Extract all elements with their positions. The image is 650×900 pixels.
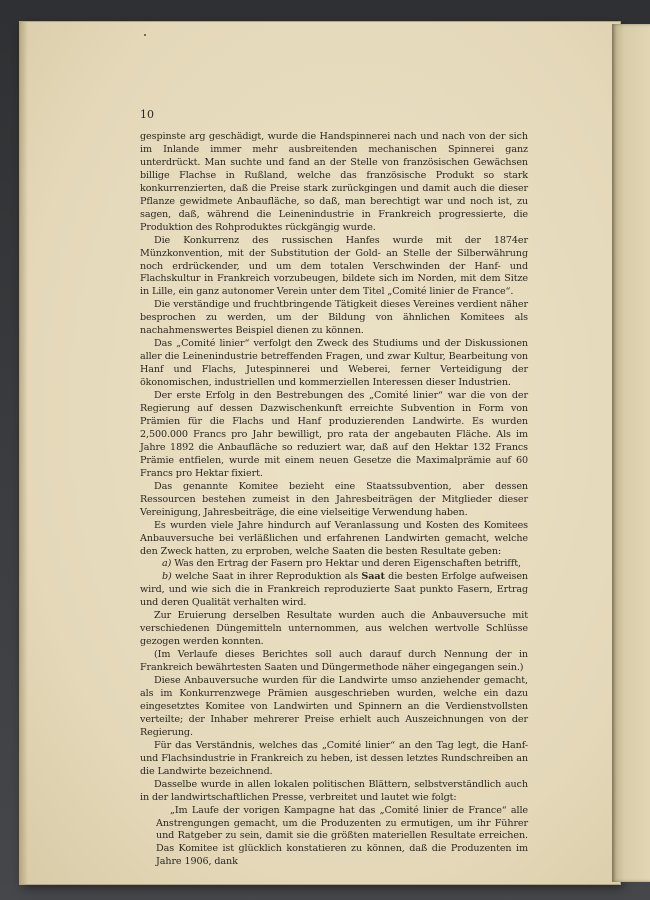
paragraph: Es wurden viele Jahre hindurch auf Veranlassung und Kosten des Komitees Anbauversuche bei verläßlichen und erfahrenen Landwirten gemacht, welche den Zweck hatten, zu erproben, welche Saaten die besten Resultate geben:: [140, 519, 528, 557]
page-gutter-shadow: [20, 22, 28, 884]
paper-speck: [144, 34, 146, 36]
paragraph: Die verständige und fruchtbringende Tätigkeit dieses Vereines verdient näher besprochen zu werden, um der Bildung von ähnlichen Komitees als nachahmenswertes Beispiel dienen zu können.: [140, 299, 528, 337]
paragraph: Das „Comité linier“ verfolgt den Zweck des Studiums und der Diskussionen aller die Leinenindustrie betreffenden Fragen, und zwar Kultur, Bearbeitung von Hanf und Flachs, Jutespinnerei und Weberei, ferner Verteidigung der ökonomischen, industriellen und kommerziellen Interessen dieser Industrien.: [140, 338, 528, 389]
list-item-b: [140, 571, 528, 610]
list-item-text: die besten Erfolge aufweisen wird, und wie sich die in Frankreich reproduzierte Saat punkto Fasern, Ertrag und deren Qualität verhalten wird.: [140, 571, 529, 609]
paragraph: Zur Eruierung derselben Resultate wurden auch die Anbauversuche mit verschiedenen Düngemitteln unternommen, aus welchen wertvolle Schlüsse gezogen werden konnten.: [140, 610, 528, 648]
emphasized-word: Saat: [361, 571, 385, 583]
paragraph: Das genannte Komitee bezieht eine Staatssubvention, aber dessen Ressourcen bestehen zumeist in den Jahresbeiträgen der Mitglieder dieser Vereinigung, Jahresbeiträge, die eine vielseitige Verwendung haben.: [140, 480, 528, 518]
quoted-circular: „Im Laufe der vorigen Kampagne hat das „Comité linier de France“ alle Anstrengungen gemacht, um die Produzenten zu ermutigen, um ihr Führer und Ratgeber zu sein, damit sie die größten materiellen Resultate erreichen. Das Komitee ist glücklich konstatieren zu können, daß die Produzenten im Jahre 1906, dank: [156, 804, 528, 868]
paragraph: Diese Anbauversuche wurden für die Landwirte umso anziehender gemacht, als im Konkurrenzwege Prämien ausgeschrieben wurden, welche ein dazu eingesetztes Komitee von Landwirten und Spinnern an die Verdienstvollsten verteilte; der Inhaber mehrerer Preise erhielt auch Auszeichnungen von der Regierung.: [140, 675, 528, 738]
paragraph: gespinste arg geschädigt, wurde die Handspinnerei nach und nach von der sich im Inlande immer mehr ausbreitenden mechanischen Spinnerei ganz unterdrückt. Man suchte und fand an der Stelle von französischen Gewächsen billige Flachse in Rußland, welche das französische Produkt so stark konkurrenzierten, daß die Preise stark zurückgingen und damit auch die dieser Pflanze gewidmete Anbaufläche, so daß, man berechtigt war und noch ist, zu sagen, daß, während die Leinenindustrie in Frankreich progressierte, die Produktion des Rohproduktes rückgängig wurde.: [140, 131, 528, 233]
paragraph: Dasselbe wurde in allen lokalen politischen Blättern, selbstverständlich auch in der landwirtschaftlichen Presse, verbreitet und lautet wie folgt:: [140, 778, 528, 803]
list-marker: a): [162, 558, 172, 570]
paragraph: Die Konkurrenz des russischen Hanfes wurde mit der 1874er Münzkonvention, mit der Substitution der Gold- an Stelle der Silberwährung noch erdrückender, und um dem totalen Verschwinden der Hanf- und Flachskultur in Frankreich vorzubeugen, bildete sich im Norden, mit dem Sitze in Lille, ein ganz autonomer Verein unter dem Titel „Comité linier de France“.: [140, 234, 528, 298]
paragraph: Der erste Erfolg in den Bestrebungen des „Comité linier“ war die von der Regierung auf dessen Dazwischenkunft erreichte Subvention in Form von Prämien für die Flachs und Hanf produzierenden Landwirte. Es wurden 2,500.000 Francs pro Jahr bewilligt, pro rata der angebauten Fläche. Als im Jahre 1892 die Anbaufläche so reduziert war, daß auf den Hektar 132 Francs Prämie entfielen, wurde mit einem neuen Gesetze die Maximalprämie auf 60 Francs pro Hektar fixiert.: [140, 390, 528, 479]
next-page-edge: [612, 24, 650, 882]
list-item-a: [140, 558, 528, 571]
body-text: [140, 131, 528, 869]
list-item-text: welche Saat in ihrer Reproduktion als: [175, 571, 359, 583]
page-number: 10: [140, 108, 154, 121]
paragraph: (Im Verlaufe dieses Berichtes soll auch darauf durch Nennung der in Frankreich bewährtesten Saaten und Düngermethode näher eingegangen sein.): [140, 649, 528, 674]
paragraph: Für das Verständnis, welches das „Comité linier“ an den Tag legt, die Hanf- und Flachsindustrie in Frankreich zu heben, ist dessen letztes Rundschreiben an die Landwirte bezeichnend.: [140, 739, 528, 777]
list-marker: b): [162, 571, 172, 583]
list-item-text: Was den Ertrag der Fasern pro Hektar und deren Eigenschaften betrifft,: [174, 558, 521, 570]
